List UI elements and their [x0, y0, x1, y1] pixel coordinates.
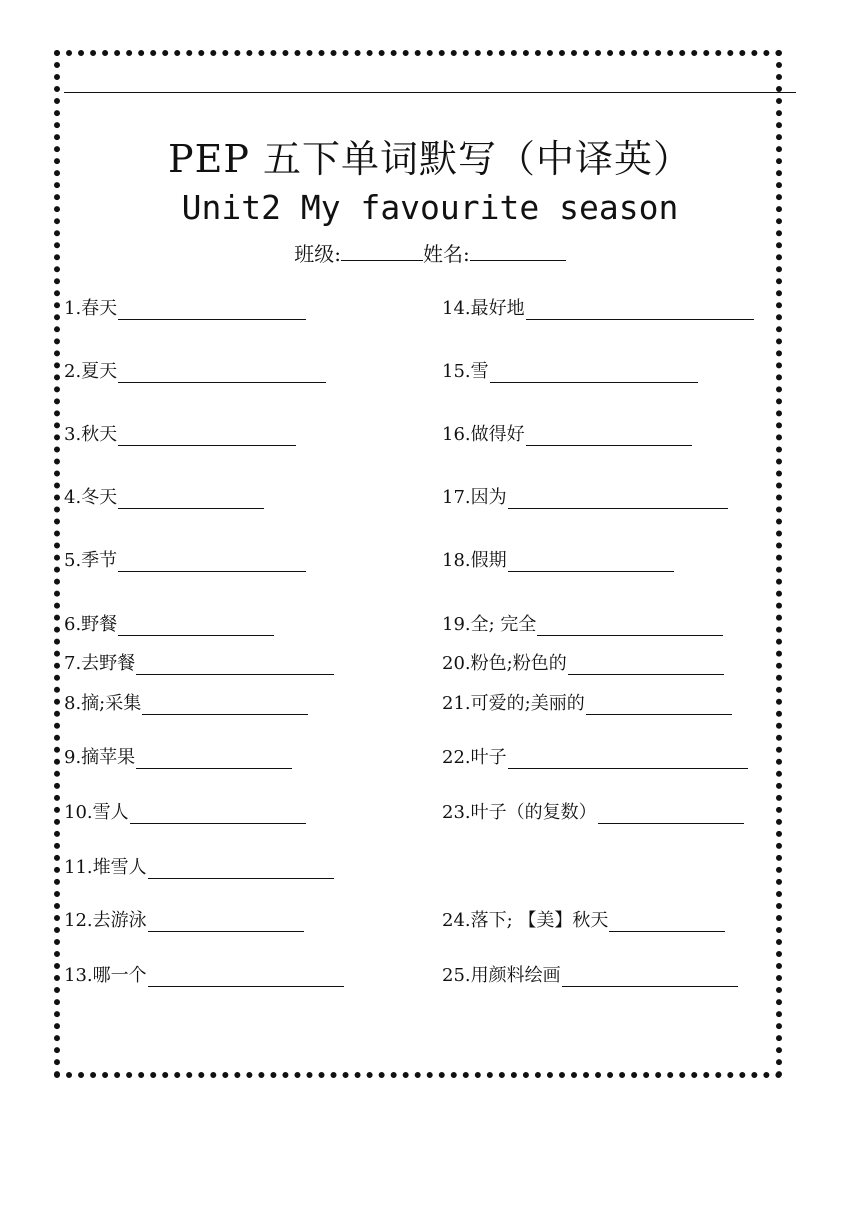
answer-blank[interactable]: [118, 301, 306, 320]
item-label: 5.季节: [64, 550, 118, 571]
answer-blank[interactable]: [508, 490, 728, 509]
list-item: [442, 296, 754, 320]
answer-blank[interactable]: [526, 427, 692, 446]
list-item: [442, 908, 725, 932]
answer-blank[interactable]: [609, 913, 725, 932]
answer-blank[interactable]: [508, 750, 748, 769]
answer-blank[interactable]: [118, 617, 274, 636]
answer-blank[interactable]: [148, 913, 304, 932]
answer-blank[interactable]: [526, 301, 754, 320]
list-item: [64, 359, 326, 383]
item-label: 1.春天: [64, 298, 118, 319]
name-blank[interactable]: [470, 244, 566, 261]
answer-blank[interactable]: [118, 364, 326, 383]
list-item: [64, 651, 334, 675]
item-label: 12.去游泳: [64, 910, 147, 931]
name-label: 姓名:: [423, 242, 470, 266]
list-item: [442, 800, 744, 824]
class-label: 班级:: [294, 242, 341, 266]
answer-blank[interactable]: [148, 968, 344, 987]
answer-blank[interactable]: [130, 805, 306, 824]
list-item: [442, 359, 698, 383]
item-label: 11.堆雪人: [64, 857, 147, 878]
answer-blank[interactable]: [598, 805, 744, 824]
list-item: [442, 548, 674, 572]
answer-blank[interactable]: [148, 860, 334, 879]
answer-blank[interactable]: [118, 427, 296, 446]
answer-blank[interactable]: [118, 553, 306, 572]
list-item: [64, 548, 306, 572]
top-rule: [64, 92, 796, 93]
item-label: 25.用颜料绘画: [442, 965, 561, 986]
list-item: [64, 422, 296, 446]
page-title: PEP 五下单词默写（中译英）: [168, 137, 692, 181]
list-item: [64, 612, 274, 636]
answer-blank[interactable]: [508, 553, 674, 572]
item-label: 7.去野餐: [64, 653, 136, 674]
answer-blank[interactable]: [568, 656, 724, 675]
answer-blank[interactable]: [537, 617, 723, 636]
list-item: [64, 485, 264, 509]
answer-blank[interactable]: [118, 490, 264, 509]
item-label: 6.野餐: [64, 614, 118, 635]
list-item: [64, 855, 334, 879]
item-label: 23.叶子（的复数）: [442, 802, 597, 823]
list-item: [64, 908, 304, 932]
item-label: 8.摘;采集: [64, 693, 142, 714]
answer-blank[interactable]: [136, 750, 292, 769]
answer-blank[interactable]: [142, 696, 308, 715]
item-label: 15.雪: [442, 361, 489, 382]
list-item: [442, 691, 732, 715]
class-blank[interactable]: [341, 244, 423, 261]
item-label: 13.哪一个: [64, 965, 147, 986]
item-label: 10.雪人: [64, 802, 129, 823]
answer-blank[interactable]: [490, 364, 698, 383]
item-label: 20.粉色;粉色的: [442, 653, 567, 674]
answer-blank[interactable]: [586, 696, 732, 715]
item-label: 24.落下; 【美】秋天: [442, 910, 609, 931]
list-item: [64, 963, 344, 987]
item-label: 21.可爱的;美丽的: [442, 693, 585, 714]
list-item: [442, 612, 723, 636]
item-label: 17.因为: [442, 487, 507, 508]
list-item: [64, 691, 308, 715]
list-item: [64, 800, 306, 824]
page-subtitle: Unit2 My favourite season: [181, 188, 679, 227]
item-label: 22.叶子: [442, 747, 507, 768]
answer-blank[interactable]: [562, 968, 738, 987]
list-item: [442, 422, 692, 446]
item-label: 4.冬天: [64, 487, 118, 508]
list-item: [442, 651, 724, 675]
list-item: [442, 485, 728, 509]
item-label: 18.假期: [442, 550, 507, 571]
list-item: [442, 745, 748, 769]
answer-blank[interactable]: [136, 656, 334, 675]
class-name-line: [0, 238, 860, 267]
item-label: 3.秋天: [64, 424, 118, 445]
item-label: 16.做得好: [442, 424, 525, 445]
item-label: 19.全; 完全: [442, 614, 537, 635]
list-item: [442, 963, 738, 987]
item-label: 14.最好地: [442, 298, 525, 319]
list-item: [64, 745, 292, 769]
item-label: 2.夏天: [64, 361, 118, 382]
list-item: [64, 296, 306, 320]
item-label: 9.摘苹果: [64, 747, 136, 768]
